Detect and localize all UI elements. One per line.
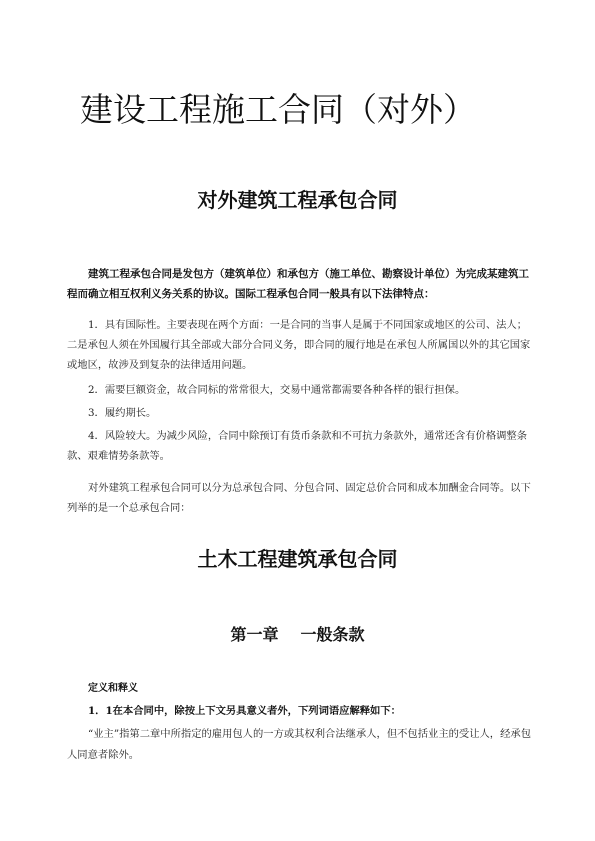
sub-title: 对外建筑工程承包合同: [197, 188, 398, 212]
feature-paragraph-1: 1．具有国际性。主要表现在两个方面：一是合同的当事人是属于不同国家或地区的公司、法人；二是承包人须在外国履行其全部或大部分合同义务，即合同的履行地是在承包人所属国以外的其它国家或地区，故涉及到复杂的法律适用问题。: [67, 319, 531, 371]
classification-paragraph: 对外建筑工程承包合同可以分为总承包合同、分包合同、固定总价合同和成本加酬金合同等。以下列举的是一个总承包合同：: [67, 482, 531, 514]
feature-paragraph-4: 4．风险较大。为减少风险，合同中除预订有货币条款和不可抗力条款外，通常还含有价格调整条款、艰难情势条款等。: [67, 430, 528, 462]
chapter-title: [0, 622, 595, 648]
definition-employer: “业主”指第二章中所指定的雇用包人的一方或其权利合法继承人，但不包括业主的受让人，经承包人同意者除外。: [67, 728, 531, 761]
feature-paragraph-2: 2．需要巨额资金，故合同标的常常很大，交易中通常都需要各种各样的银行担保。: [88, 384, 466, 396]
chapter-number: 第一章: [230, 625, 279, 644]
main-title: 建设工程施工合同（对外）: [80, 90, 476, 129]
clause-1-1: 1．1在本合同中，除按上下文另具意义者外，下列词语应解释如下：: [88, 705, 401, 717]
chapter-name: 一般条款: [300, 625, 365, 644]
intro-paragraph: 建筑工程承包合同是发包方（建筑单位）和承包方（施工单位、勘察设计单位）为完成某建筑工程而确立相互权利义务关系的协议。国际工程承包合同一般具有以下法律特点：: [67, 268, 529, 300]
feature-paragraph-3: 3．履约期长。: [88, 407, 157, 419]
section-title: 土木工程建筑承包合同: [197, 547, 398, 571]
definitions-heading: 定义和释义: [88, 683, 138, 694]
